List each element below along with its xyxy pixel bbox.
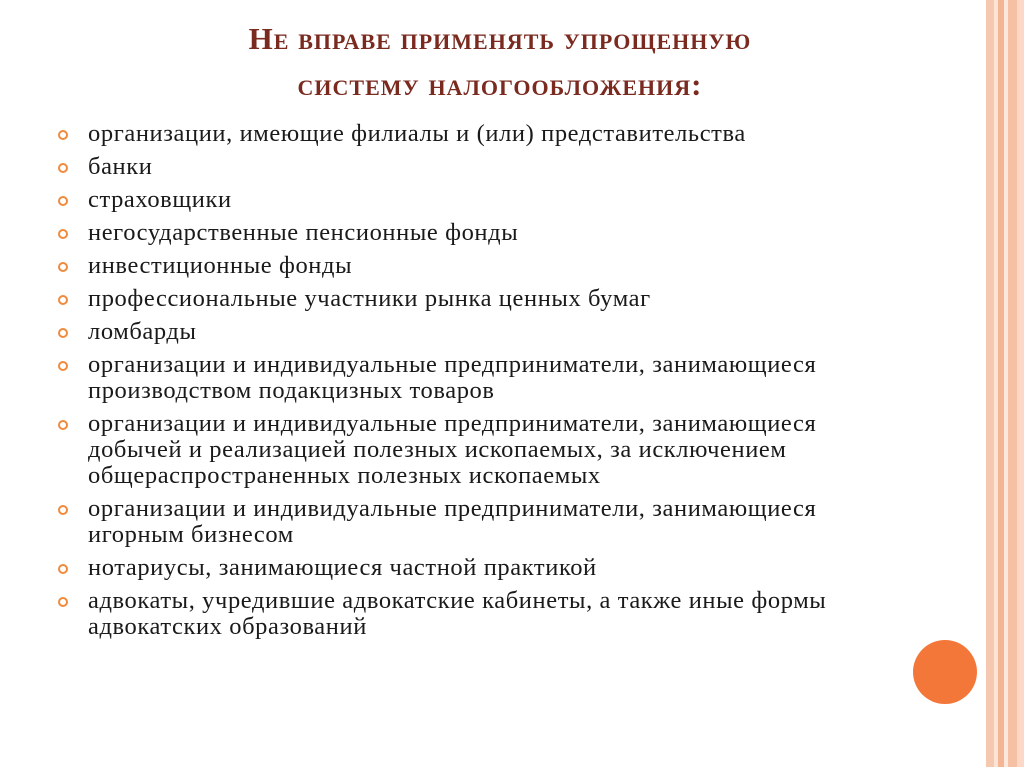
bullet-icon xyxy=(58,420,68,430)
list-item xyxy=(56,286,856,312)
list-item-text: организации и индивидуальные предприниматели, занимающиеся игорным бизнесом xyxy=(88,495,817,548)
list-item xyxy=(56,588,856,640)
list-item-text: страховщики xyxy=(88,186,232,213)
decorative-stripes xyxy=(986,0,1024,767)
bullet-icon xyxy=(58,163,68,173)
list-item-text: банки xyxy=(88,153,153,180)
list-item xyxy=(56,555,856,581)
list-item xyxy=(56,352,856,404)
bullet-icon xyxy=(58,295,68,305)
bullet-icon xyxy=(58,564,68,574)
bullet-icon xyxy=(58,196,68,206)
list-item-text: адвокаты, учредившие адвокатские кабинеты, а также иные формы адвокатских образований xyxy=(88,587,827,640)
bullet-icon xyxy=(58,361,68,371)
list-item xyxy=(56,253,856,279)
decorative-circle xyxy=(913,640,977,704)
slide-title-line-2: систему налогообложения: xyxy=(297,67,703,102)
list-item xyxy=(56,496,856,548)
list-item-text: организации и индивидуальные предприниматели, занимающиеся производством подакцизных товаров xyxy=(88,351,817,404)
list-item xyxy=(56,154,856,180)
bullet-icon xyxy=(58,262,68,272)
bullet-icon xyxy=(58,229,68,239)
list-item-text: ломбарды xyxy=(88,318,197,345)
stripe xyxy=(1008,0,1017,767)
list-item xyxy=(56,187,856,213)
bullet-icon xyxy=(58,597,68,607)
list-item-text: организации и индивидуальные предприниматели, занимающиеся добычей и реализацией полезных ископаемых, за исключением общераспространенных полезных ископаемых xyxy=(88,410,817,489)
list-item-text: профессиональные участники рынка ценных бумаг xyxy=(88,285,651,312)
slide-title xyxy=(60,16,940,108)
stripe xyxy=(1017,0,1024,767)
list-item-text: негосударственные пенсионные фонды xyxy=(88,219,519,246)
list-item xyxy=(56,411,856,489)
bullet-icon xyxy=(58,505,68,515)
list-item-text: нотариусы, занимающиеся частной практикой xyxy=(88,554,597,581)
stripe xyxy=(986,0,994,767)
list-item-text: инвестиционные фонды xyxy=(88,252,353,279)
list-item xyxy=(56,220,856,246)
list-item-text: организации, имеющие филиалы и (или) представительства xyxy=(88,120,746,147)
bullet-list xyxy=(56,121,856,647)
list-item xyxy=(56,121,856,147)
list-item xyxy=(56,319,856,345)
bullet-icon xyxy=(58,328,68,338)
slide-title-line-1: Не вправе применять упрощенную xyxy=(248,21,752,56)
bullet-icon xyxy=(58,130,68,140)
